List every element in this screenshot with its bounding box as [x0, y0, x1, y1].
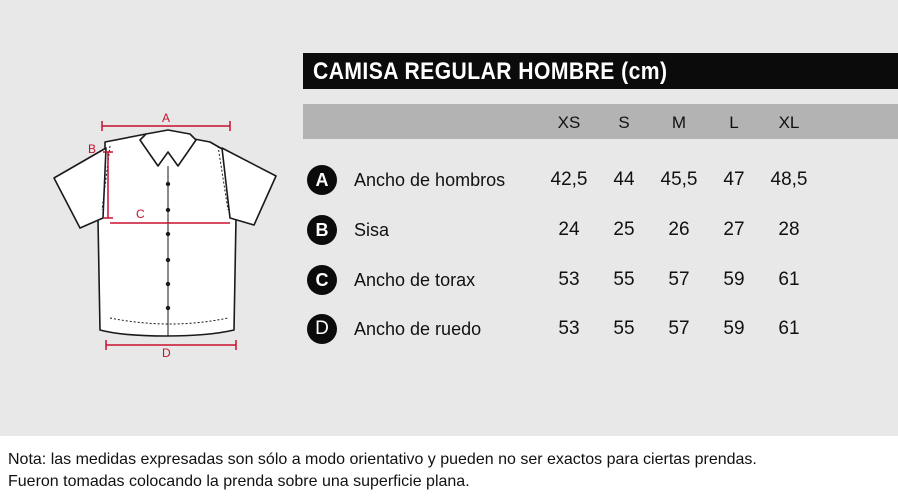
row-a-badge: A — [307, 165, 337, 195]
shirt-diagram — [40, 100, 290, 362]
row-c-l: 59 — [723, 269, 745, 290]
size-s-header: S — [618, 113, 630, 132]
row-c-badge: C — [307, 265, 337, 295]
measure-d-line — [106, 340, 236, 350]
row-c-label: Ancho de torax — [354, 270, 476, 290]
row-b-xs: 24 — [558, 219, 580, 240]
row-d-xl: 61 — [778, 318, 800, 339]
row-a-xl: 48,5 — [770, 169, 808, 190]
row-b-label: Sisa — [354, 220, 390, 240]
row-b-m: 26 — [668, 219, 690, 240]
row-c-m: 57 — [668, 269, 690, 290]
row-c-xl: 61 — [778, 269, 800, 290]
chart-title: CAMISA REGULAR HOMBRE (cm) — [313, 58, 668, 85]
row-d-xs: 53 — [558, 318, 580, 339]
label-c: C — [136, 207, 145, 221]
row-b-xl: 28 — [778, 219, 800, 240]
row-d-s: 55 — [613, 318, 635, 339]
shirt-left-sleeve — [54, 148, 106, 228]
row-b-badge: B — [307, 215, 337, 245]
row-a-l: 47 — [723, 169, 745, 190]
row-b-l: 27 — [723, 219, 745, 240]
row-d-label: Ancho de ruedo — [354, 319, 482, 339]
footnote-line-2: Fueron tomadas colocando la prenda sobre una superficie plana. — [8, 473, 470, 490]
label-a: A — [162, 111, 171, 125]
label-b: B — [88, 142, 97, 156]
row-d-m: 57 — [668, 318, 690, 339]
row-a-label: Ancho de hombros — [354, 170, 506, 190]
row-d-l: 59 — [723, 318, 745, 339]
footnote-line-1: Nota: las medidas expresadas son sólo a modo orientativo y pueden no ser exactos para ciertas prendas. — [8, 451, 757, 468]
row-d-badge: D — [307, 314, 337, 344]
size-m-header: M — [671, 113, 687, 132]
shirt-right-sleeve — [222, 148, 276, 225]
footnote — [8, 449, 757, 493]
size-xs-header: XS — [557, 113, 581, 132]
row-c-xs: 53 — [558, 269, 580, 290]
row-a-m: 45,5 — [660, 169, 698, 190]
row-c-s: 55 — [613, 269, 635, 290]
size-xl-header: XL — [778, 113, 800, 132]
row-a-xs: 42,5 — [550, 169, 588, 190]
row-a-s: 44 — [613, 169, 635, 190]
row-b-s: 25 — [613, 219, 635, 240]
size-l-header: L — [729, 113, 739, 132]
label-d: D — [162, 346, 171, 360]
